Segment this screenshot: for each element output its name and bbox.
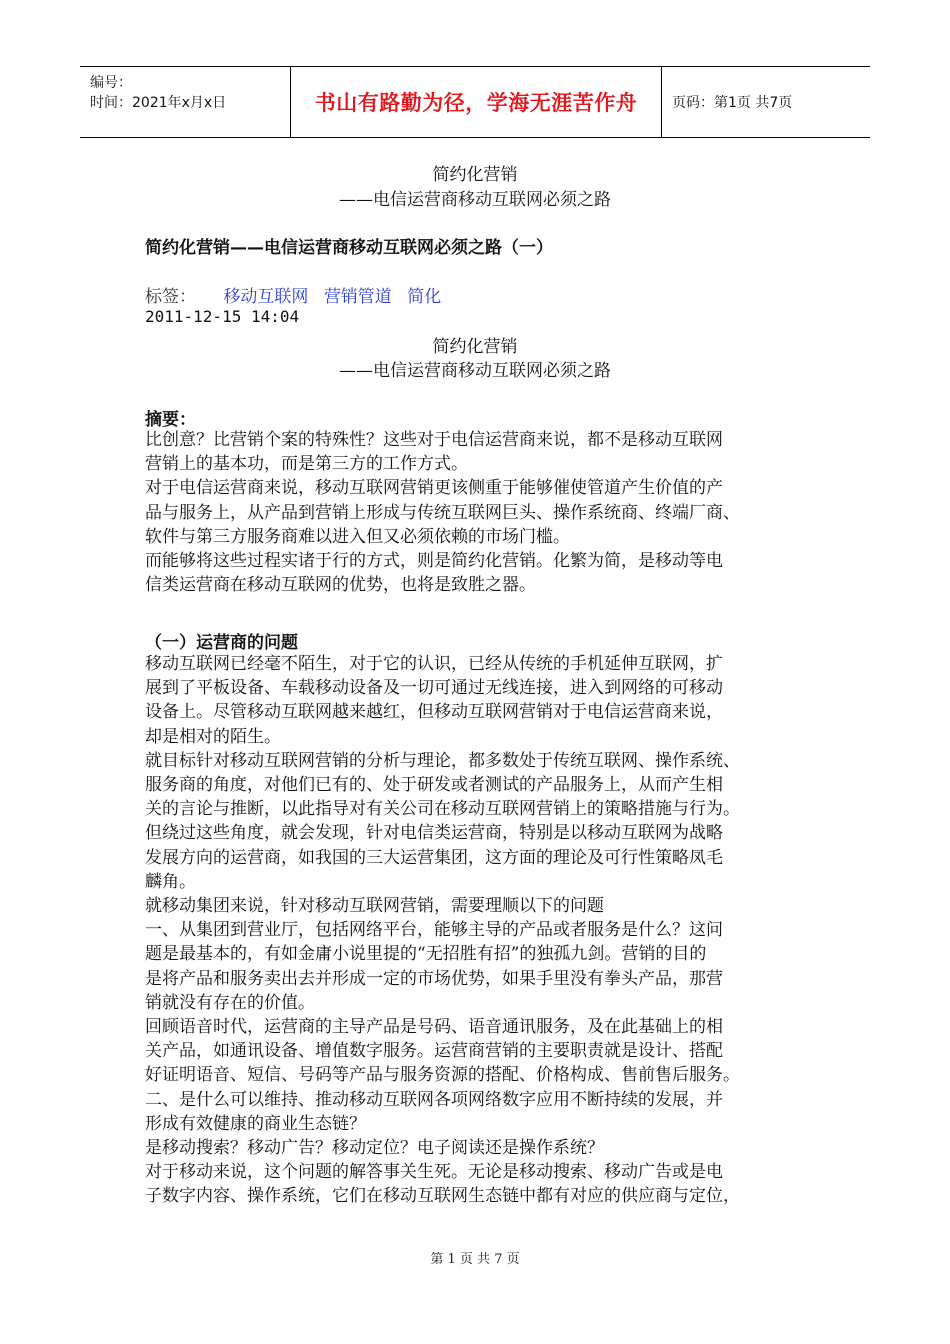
text-line: 是移动搜索？移动广告？移动定位？电子阅读还是操作系统？: [145, 1138, 604, 1159]
text-line: 子数字内容、操作系统，它们在移动互联网生态链中都有对应的供应商与定位，: [145, 1186, 740, 1207]
section-body: [145, 652, 810, 1209]
header-info: [80, 67, 290, 137]
text-line: 软件与第三方服务商难以进入但又必须依赖的市场门槛。: [145, 526, 570, 547]
text-line: 二、是什么可以维持、推动移动互联网各项网络数字应用不断持续的发展，并: [145, 1089, 723, 1110]
header-date: 时间：2021年x月x日: [90, 95, 227, 111]
post-datetime: 2011-12-15 14:04: [145, 307, 300, 326]
text-line: 而能够将这些过程实诸于行的方式，则是简约化营销。化繁为简，是移动等电: [145, 551, 723, 572]
tag-label: 标签：: [145, 287, 196, 307]
abstract-body: [145, 428, 810, 597]
header-serial: 编号：: [90, 75, 132, 91]
text-line: 但绕过这些角度，就会发现，针对电信类运营商，特别是以移动互联网为战略: [145, 823, 723, 844]
text-line: 展到了平板设备、车载移动设备及一切可通过无线连接，进入到网络的可移动: [145, 678, 723, 699]
doc-title: 简约化营销: [432, 165, 518, 185]
header-page-number: 页码：第1页 共7页: [672, 95, 793, 111]
text-line: 却是相对的陌生。: [145, 726, 281, 747]
tag-link[interactable]: 移动互联网: [223, 287, 309, 307]
doc-title-repeat: 简约化营销: [432, 337, 518, 357]
header-motto: 书山有路勤为径，学海无涯苦作舟: [290, 67, 662, 137]
abstract-heading: 摘要：: [145, 410, 196, 430]
tag-link[interactable]: 简化: [407, 287, 442, 307]
text-line: 服务商的角度，对他们已有的、处于研发或者测试的产品服务上，从而产生相: [145, 775, 723, 796]
text-line: 比创意？比营销个案的特殊性？这些对于电信运营商来说，都不是移动互联网: [145, 430, 723, 450]
text-line: 就移动集团来说，针对移动互联网营销，需要理顺以下的问题: [145, 896, 604, 917]
text-line: 销就没有存在的价值。: [145, 992, 315, 1013]
text-line: 信类运营商在移动互联网的优势，也将是致胜之器。: [145, 575, 536, 596]
text-line: 品与服务上，从产品到营销上形成与传统互联网巨头、操作系统商、终端厂商、: [145, 502, 740, 523]
section-heading: （一）运营商的问题: [145, 633, 298, 653]
text-line: 回顾语音时代，运营商的主导产品是号码、语音通讯服务，及在此基础上的相: [145, 1017, 723, 1038]
article-heading: 简约化营销——电信运营商移动互联网必须之路（一）: [145, 238, 553, 258]
page-header: [80, 66, 870, 138]
page-footer: 第 1 页 共 7 页: [430, 1252, 520, 1267]
text-line: 关产品，如通讯设备、增值数字服务。运营商营销的主要职责就是设计、搭配: [145, 1041, 723, 1062]
text-line: 发展方向的运营商，如我国的三大运营集团，这方面的理论及可行性策略凤毛: [145, 847, 723, 868]
doc-subtitle: ——电信运营商移动互联网必须之路: [339, 190, 611, 210]
text-line: 对于移动来说，这个问题的解答事关生死。无论是移动搜索、移动广告或是电: [145, 1162, 723, 1183]
tag-row: [145, 282, 810, 307]
text-line: 好证明语音、短信、号码等产品与服务资源的搭配、价格构成、售前售后服务。: [145, 1065, 740, 1086]
text-line: 营销上的基本功，而是第三方的工作方式。: [145, 454, 468, 475]
text-line: 是将产品和服务卖出去并形成一定的市场优势，如果手里没有拳头产品，那营: [145, 968, 723, 989]
text-line: 麟角。: [145, 871, 196, 892]
text-line: 设备上。尽管移动互联网越来越红，但移动互联网营销对于电信运营商来说，: [145, 702, 723, 723]
text-line: 就目标针对移动互联网营销的分析与理论，都多数处于传统互联网、操作系统、: [145, 750, 740, 771]
text-line: 关的言论与推断，以此指导对有关公司在移动互联网营销上的策略措施与行为。: [145, 799, 740, 820]
text-line: 移动互联网已经毫不陌生，对于它的认识，已经从传统的手机延伸互联网，扩: [145, 654, 723, 674]
text-line: 形成有效健康的商业生态链？: [145, 1113, 366, 1134]
tag-link[interactable]: 营销管道: [323, 287, 392, 307]
text-line: 对于电信运营商来说，移动互联网营销更该侧重于能够催使管道产生价值的产: [145, 478, 723, 499]
text-line: 一、从集团到营业厅，包括网络平台，能够主导的产品或者服务是什么？这问: [145, 920, 723, 941]
text-line: 题是最基本的，有如金庸小说里提的“无招胜有招”的独孤九剑。营销的目的: [145, 944, 707, 965]
doc-subtitle-repeat: ——电信运营商移动互联网必须之路: [339, 361, 611, 381]
